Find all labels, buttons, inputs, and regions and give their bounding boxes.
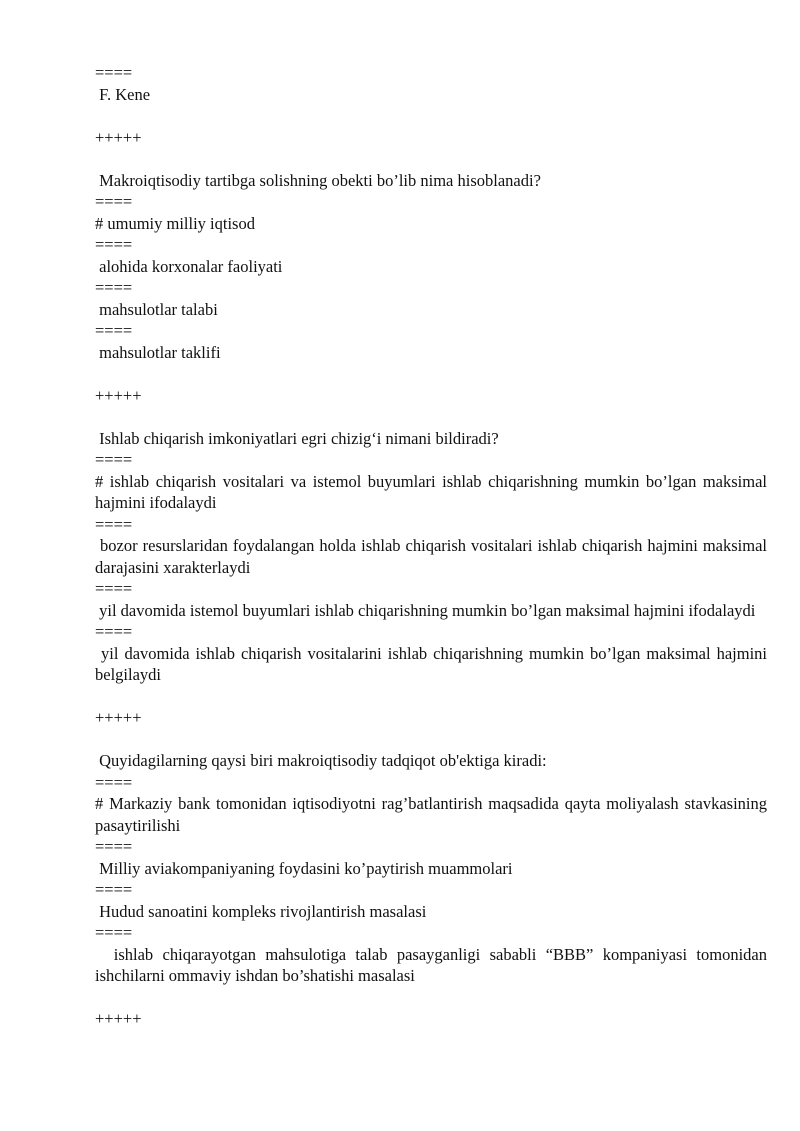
question-text: Quyidagilarning qaysi biri makroiqtisodiy tadqiqot ob'ektiga kiradi: [95, 751, 547, 770]
answer-option: # umumiy milliy iqtisod [95, 213, 255, 233]
answer-option: bozor resurslaridan foydalangan holda ishlab chiqarish vositalari ishlab chiqarish hajmini maksimal darajasini xarakterlaydi [95, 536, 772, 577]
block-separator: +++++ [95, 385, 142, 405]
option-separator: ==== [95, 622, 133, 641]
option-separator: ==== [95, 923, 133, 942]
document-page [95, 62, 772, 1030]
option-separator: ==== [95, 321, 133, 340]
answer-option: ishlab chiqarayotgan mahsulotiga talab pasayganligi sababli “BBB” kompaniyasi tomonidan ishchilarni ommaviy ishdan bo’shatishi masalasi [95, 944, 772, 985]
option-separator: ==== [95, 450, 133, 469]
answer-option: F. Kene [95, 84, 151, 104]
block-separator: +++++ [95, 708, 142, 727]
answer-option: alohida korxonalar faoliyati [95, 256, 283, 276]
option-separator: ==== [95, 880, 133, 899]
option-separator: ==== [95, 63, 133, 82]
answer-option: # ishlab chiqarish vositalari va istemol buyumlari ishlab chiqarishning mumkin bo’lgan maksimal hajmini ifodalaydi [95, 471, 772, 512]
option-separator: ==== [95, 278, 133, 297]
option-separator: ==== [95, 772, 133, 792]
block-separator: +++++ [95, 1009, 142, 1028]
question-text: Ishlab chiqarish imkoniyatlari egri chizig‘i nimani bildiradi? [95, 428, 499, 448]
answer-option: Milliy aviakompaniyaning foydasini ko’paytirish muammolari [95, 858, 513, 878]
answer-option: yil davomida istemol buyumlari ishlab chiqarishning mumkin bo’lgan maksimal hajmini ifodalaydi [95, 600, 756, 620]
question-text: Makroiqtisodiy tartibga solishning obekti bo’lib nima hisoblanadi? [95, 170, 541, 190]
option-separator: ==== [95, 235, 133, 254]
block-separator: +++++ [95, 127, 142, 147]
answer-option: mahsulotlar talabi [95, 299, 218, 319]
option-separator: ==== [95, 837, 133, 856]
answer-option: mahsulotlar taklifi [95, 342, 221, 362]
answer-option: yil davomida ishlab chiqarish vositalarini ishlab chiqarishning mumkin bo’lgan maksimal hajmini belgilaydi [95, 643, 772, 684]
answer-option: Hudud sanoatini kompleks rivojlantirish masalasi [95, 901, 427, 921]
option-separator: ==== [95, 514, 133, 534]
answer-option: # Markaziy bank tomonidan iqtisodiyotni rag’batlantirish maqsadida qayta moliyalash stavkasining pasaytirilishi [95, 794, 772, 835]
option-separator: ==== [95, 192, 133, 211]
option-separator: ==== [95, 579, 133, 598]
